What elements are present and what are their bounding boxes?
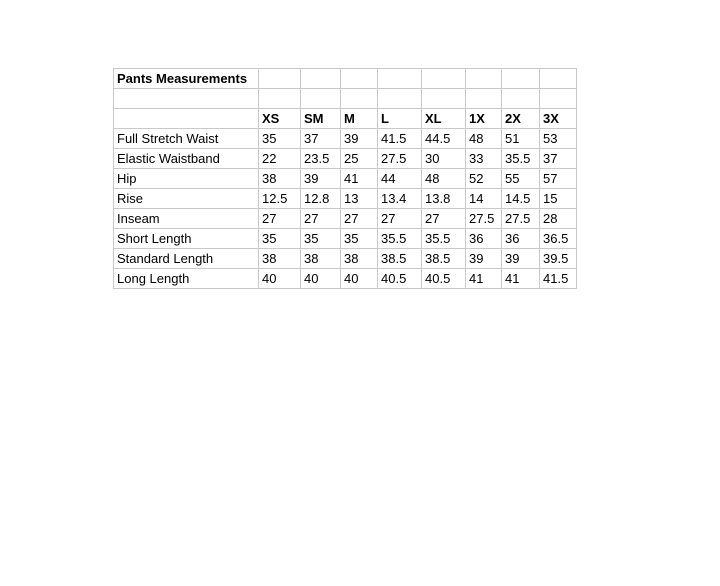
- empty-cell: [502, 69, 540, 89]
- measurement-value: 12.8: [301, 189, 341, 209]
- measurement-value: 27: [378, 209, 422, 229]
- measurement-value: 38: [259, 169, 301, 189]
- empty-cell: [259, 89, 301, 109]
- measurement-value: 44.5: [422, 129, 466, 149]
- measurement-value: 37: [540, 149, 577, 169]
- size-header-cell-sm: SM: [301, 109, 341, 129]
- measurement-value: 39.5: [540, 249, 577, 269]
- measurement-value: 22: [259, 149, 301, 169]
- measurement-value: 27.5: [502, 209, 540, 229]
- measurement-value: 27.5: [378, 149, 422, 169]
- spacer-row: [114, 89, 577, 109]
- size-header-cell-1x: 1X: [466, 109, 502, 129]
- measurement-value: 13.8: [422, 189, 466, 209]
- measurement-value: 38.5: [422, 249, 466, 269]
- measurement-value: 40: [259, 269, 301, 289]
- empty-cell: [422, 89, 466, 109]
- empty-cell: [378, 69, 422, 89]
- measurement-value: 52: [466, 169, 502, 189]
- measurement-value: 55: [502, 169, 540, 189]
- measurement-value: 40: [301, 269, 341, 289]
- measurement-value: 37: [301, 129, 341, 149]
- empty-cell: [341, 89, 378, 109]
- size-header-cell-xl: XL: [422, 109, 466, 129]
- measurement-value: 27: [259, 209, 301, 229]
- size-header-row: [114, 109, 577, 129]
- measurement-value: 41.5: [540, 269, 577, 289]
- measurement-value: 48: [422, 169, 466, 189]
- measurement-label: Full Stretch Waist: [114, 129, 259, 149]
- empty-cell: [301, 89, 341, 109]
- measurement-value: 13.4: [378, 189, 422, 209]
- empty-cell: [114, 89, 259, 109]
- measurement-label: Rise: [114, 189, 259, 209]
- measurement-row: [114, 249, 577, 269]
- measurement-value: 23.5: [301, 149, 341, 169]
- measurement-value: 41: [341, 169, 378, 189]
- measurement-value: 53: [540, 129, 577, 149]
- measurement-value: 57: [540, 169, 577, 189]
- measurement-value: 39: [341, 129, 378, 149]
- size-header-cell-xs: XS: [259, 109, 301, 129]
- measurement-value: 35.5: [422, 229, 466, 249]
- measurement-label: Short Length: [114, 229, 259, 249]
- measurement-value: 27: [341, 209, 378, 229]
- measurement-value: 35: [259, 229, 301, 249]
- measurement-label: Inseam: [114, 209, 259, 229]
- empty-cell: [341, 69, 378, 89]
- empty-cell: [502, 89, 540, 109]
- measurement-value: 40: [341, 269, 378, 289]
- measurement-row: [114, 189, 577, 209]
- measurement-value: 48: [466, 129, 502, 149]
- measurement-value: 27.5: [466, 209, 502, 229]
- measurement-value: 39: [466, 249, 502, 269]
- size-header-cell-l: L: [378, 109, 422, 129]
- measurement-value: 27: [422, 209, 466, 229]
- measurement-value: 35.5: [378, 229, 422, 249]
- measurement-row: [114, 229, 577, 249]
- measurement-value: 38: [341, 249, 378, 269]
- measurement-value: 40.5: [378, 269, 422, 289]
- empty-cell: [466, 89, 502, 109]
- measurement-value: 36.5: [540, 229, 577, 249]
- measurement-row: [114, 169, 577, 189]
- pants-measurements-table: [113, 68, 577, 289]
- measurement-value: 36: [502, 229, 540, 249]
- measurement-value: 25: [341, 149, 378, 169]
- empty-cell: [422, 69, 466, 89]
- measurement-value: 33: [466, 149, 502, 169]
- measurement-value: 12.5: [259, 189, 301, 209]
- title-row: [114, 69, 577, 89]
- size-header-spacer-cell: [114, 109, 259, 129]
- size-header-cell-3x: 3X: [540, 109, 577, 129]
- table-title: Pants Measurements: [114, 69, 259, 89]
- measurement-value: 39: [502, 249, 540, 269]
- measurement-value: 41.5: [378, 129, 422, 149]
- measurement-label: Standard Length: [114, 249, 259, 269]
- empty-cell: [540, 89, 577, 109]
- measurement-label: Hip: [114, 169, 259, 189]
- measurement-value: 35.5: [502, 149, 540, 169]
- measurement-value: 15: [540, 189, 577, 209]
- measurement-value: 40.5: [422, 269, 466, 289]
- measurement-row: [114, 129, 577, 149]
- measurement-value: 38: [301, 249, 341, 269]
- measurement-value: 39: [301, 169, 341, 189]
- measurement-value: 44: [378, 169, 422, 189]
- empty-cell: [259, 69, 301, 89]
- measurement-value: 41: [466, 269, 502, 289]
- empty-cell: [540, 69, 577, 89]
- measurement-value: 13: [341, 189, 378, 209]
- measurement-value: 38: [259, 249, 301, 269]
- size-header-cell-2x: 2X: [502, 109, 540, 129]
- measurement-label: Long Length: [114, 269, 259, 289]
- measurement-value: 38.5: [378, 249, 422, 269]
- empty-cell: [378, 89, 422, 109]
- measurement-value: 14.5: [502, 189, 540, 209]
- measurement-value: 35: [259, 129, 301, 149]
- measurement-value: 28: [540, 209, 577, 229]
- measurement-row: [114, 209, 577, 229]
- measurement-value: 27: [301, 209, 341, 229]
- measurement-value: 41: [502, 269, 540, 289]
- measurement-row: [114, 269, 577, 289]
- measurement-value: 35: [301, 229, 341, 249]
- measurement-value: 36: [466, 229, 502, 249]
- measurement-value: 14: [466, 189, 502, 209]
- measurement-value: 51: [502, 129, 540, 149]
- measurement-value: 30: [422, 149, 466, 169]
- measurement-label: Elastic Waistband: [114, 149, 259, 169]
- empty-cell: [466, 69, 502, 89]
- size-header-cell-m: M: [341, 109, 378, 129]
- measurement-row: [114, 149, 577, 169]
- empty-cell: [301, 69, 341, 89]
- measurement-value: 35: [341, 229, 378, 249]
